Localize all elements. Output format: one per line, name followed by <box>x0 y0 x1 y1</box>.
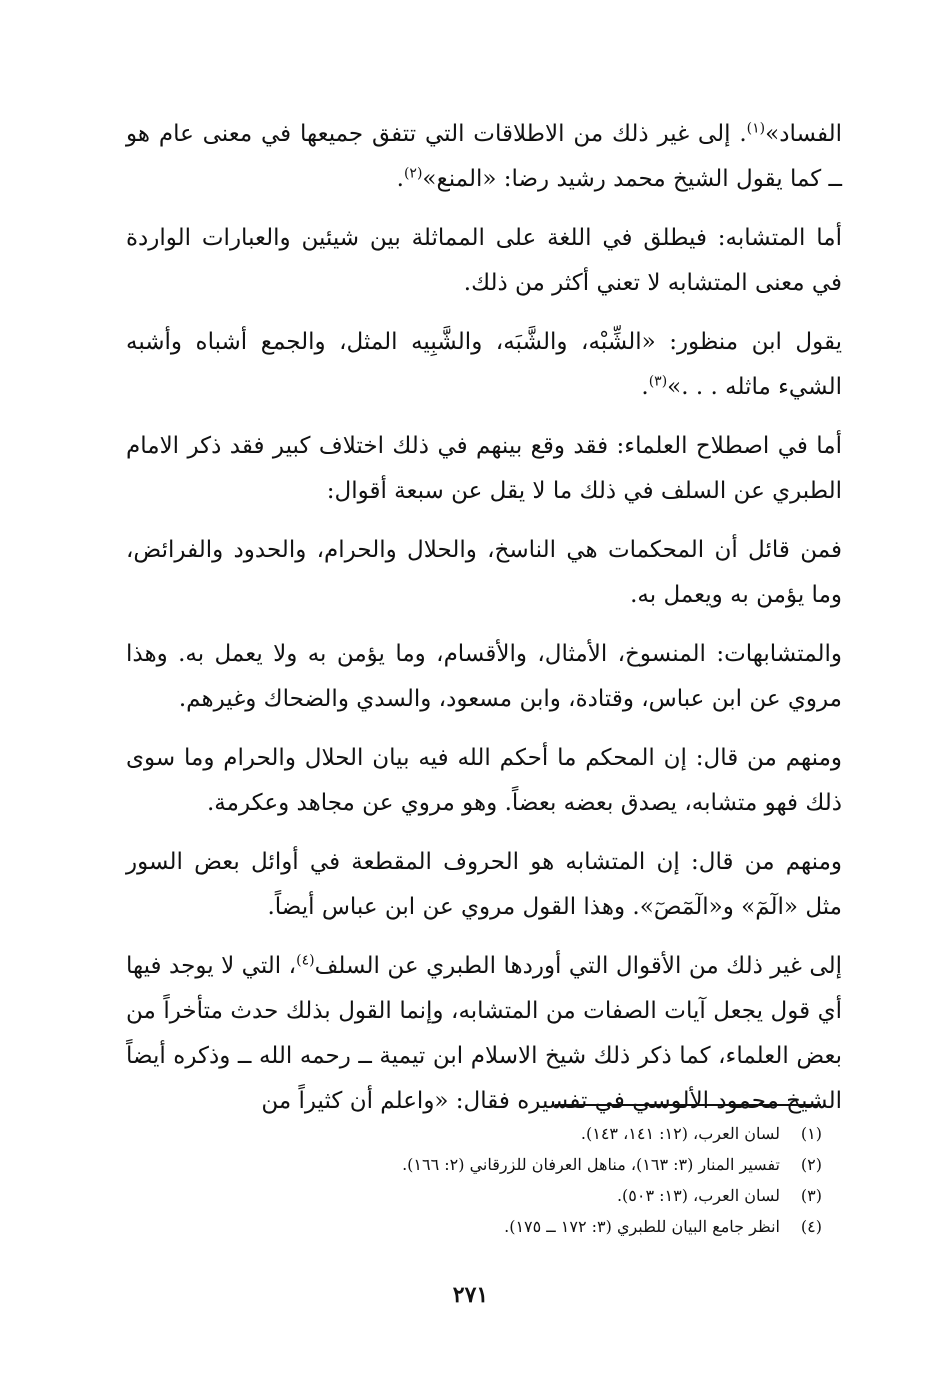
paragraph <box>126 528 842 618</box>
footnote <box>126 1180 822 1211</box>
footnote-text: لسان العرب، (١٢: ١٤١، ١٤٣). <box>580 1124 780 1143</box>
footnote-number: (٣) <box>800 1186 822 1205</box>
text-run: إلى غير ذلك من الأقوال التي أوردها الطبري عن السلف <box>314 953 843 979</box>
text-run: فمن قائل أن المحكمات هي الناسخ، والحلال والحرام، والحدود والفرائض، وما يؤمن به ويعمل به. <box>126 537 842 608</box>
paragraph <box>126 736 842 826</box>
paragraph <box>126 424 842 514</box>
footnote <box>126 1211 822 1242</box>
page-number: ٢٧١ <box>452 1282 489 1308</box>
footnote-ref: (٢) <box>403 165 423 182</box>
footnote-separator <box>555 1104 821 1106</box>
text-run: الفساد» <box>765 121 842 147</box>
text-run: ومنهم من قال: إن المتشابه هو الحروف المقطعة في أوائل بعض السور مثل «الٓمٓ» و«الٓمٓصٓ». وهذا القول مروي عن ابن عباس أيضاً. <box>126 849 842 920</box>
text-run: . <box>641 374 649 400</box>
text-run: أما في اصطلاح العلماء: فقد وقع بينهم في ذلك اختلاف كبير فقد ذكر الامام الطبري عن السلف في ذلك ما لا يقل عن سبعة أقوال: <box>126 433 842 504</box>
text-run: أما المتشابه: فيطلق في اللغة على المماثلة بين شيئين والعبارات الواردة في معنى المتشابه لا تعني أكثر من ذلك. <box>126 225 842 296</box>
footnote-text: تفسير المنار (٣: ١٦٣)، مناهل العرفان للزرقاني (٢: ١٦٦). <box>402 1155 780 1174</box>
footnotes <box>126 1118 822 1242</box>
paragraph <box>126 112 842 202</box>
footnote-text: انظر جامع البيان للطبري (٣: ١٧٢ ــ ١٧٥). <box>504 1217 780 1236</box>
text-run: . <box>396 166 404 192</box>
footnote-number: (٢) <box>800 1155 822 1174</box>
footnote-number: (٤) <box>800 1217 822 1236</box>
text-run: ومنهم من قال: إن المحكم ما أحكم الله فيه بيان الحلال والحرام وما سوى ذلك فهو متشابه، يصدق بعضه بعضاً. وهو مروي عن مجاهد وعكرمة. <box>126 745 842 816</box>
footnote-ref: (٣) <box>648 373 668 390</box>
paragraph <box>126 216 842 306</box>
body-text <box>126 112 842 1138</box>
paragraph <box>126 632 842 722</box>
footnote-ref: (١) <box>746 120 766 137</box>
footnote-text: لسان العرب، (١٣: ٥٠٣). <box>616 1186 780 1205</box>
text-run: يقول ابن منظور: «الشِّبْه، والشَّبَه، والشَّبِيه المثل، والجمع أشباه وأشبه الشيء ماثله . . .» <box>126 329 842 400</box>
footnote-number: (١) <box>800 1124 822 1143</box>
paragraph <box>126 840 842 930</box>
text-run: . إلى غير ذلك من الاطلاقات التي تتفق جميعها في معنى عام هو ــ كما يقول الشيخ محمد رشيد رضا: «المنع» <box>126 121 842 192</box>
footnote-ref: (٤) <box>296 952 315 969</box>
footnote <box>126 1118 822 1149</box>
text-run: والمتشابهات: المنسوخ، الأمثال، والأقسام، وما يؤمن به ولا يعمل به. وهذا مروي عن ابن عباس، وقتادة، وابن مسعود، والسدي والضحاك وغيرهم. <box>126 641 842 712</box>
text-run: ، التي لا يوجد فيها أي قول يجعل آيات الصفات من المتشابه، وإنما القول بذلك حدث متأخراً من بعض العلماء، كما ذكر ذلك شيخ الاسلام ابن تيمية ــ رحمه الله ــ وذكره أيضاً الشيخ محمود الألوسي في تفسيره فقال: «واعلم أن كثيراً من <box>126 953 842 1114</box>
paragraph <box>126 320 842 410</box>
paragraph <box>126 944 842 1124</box>
footnote <box>126 1149 822 1180</box>
